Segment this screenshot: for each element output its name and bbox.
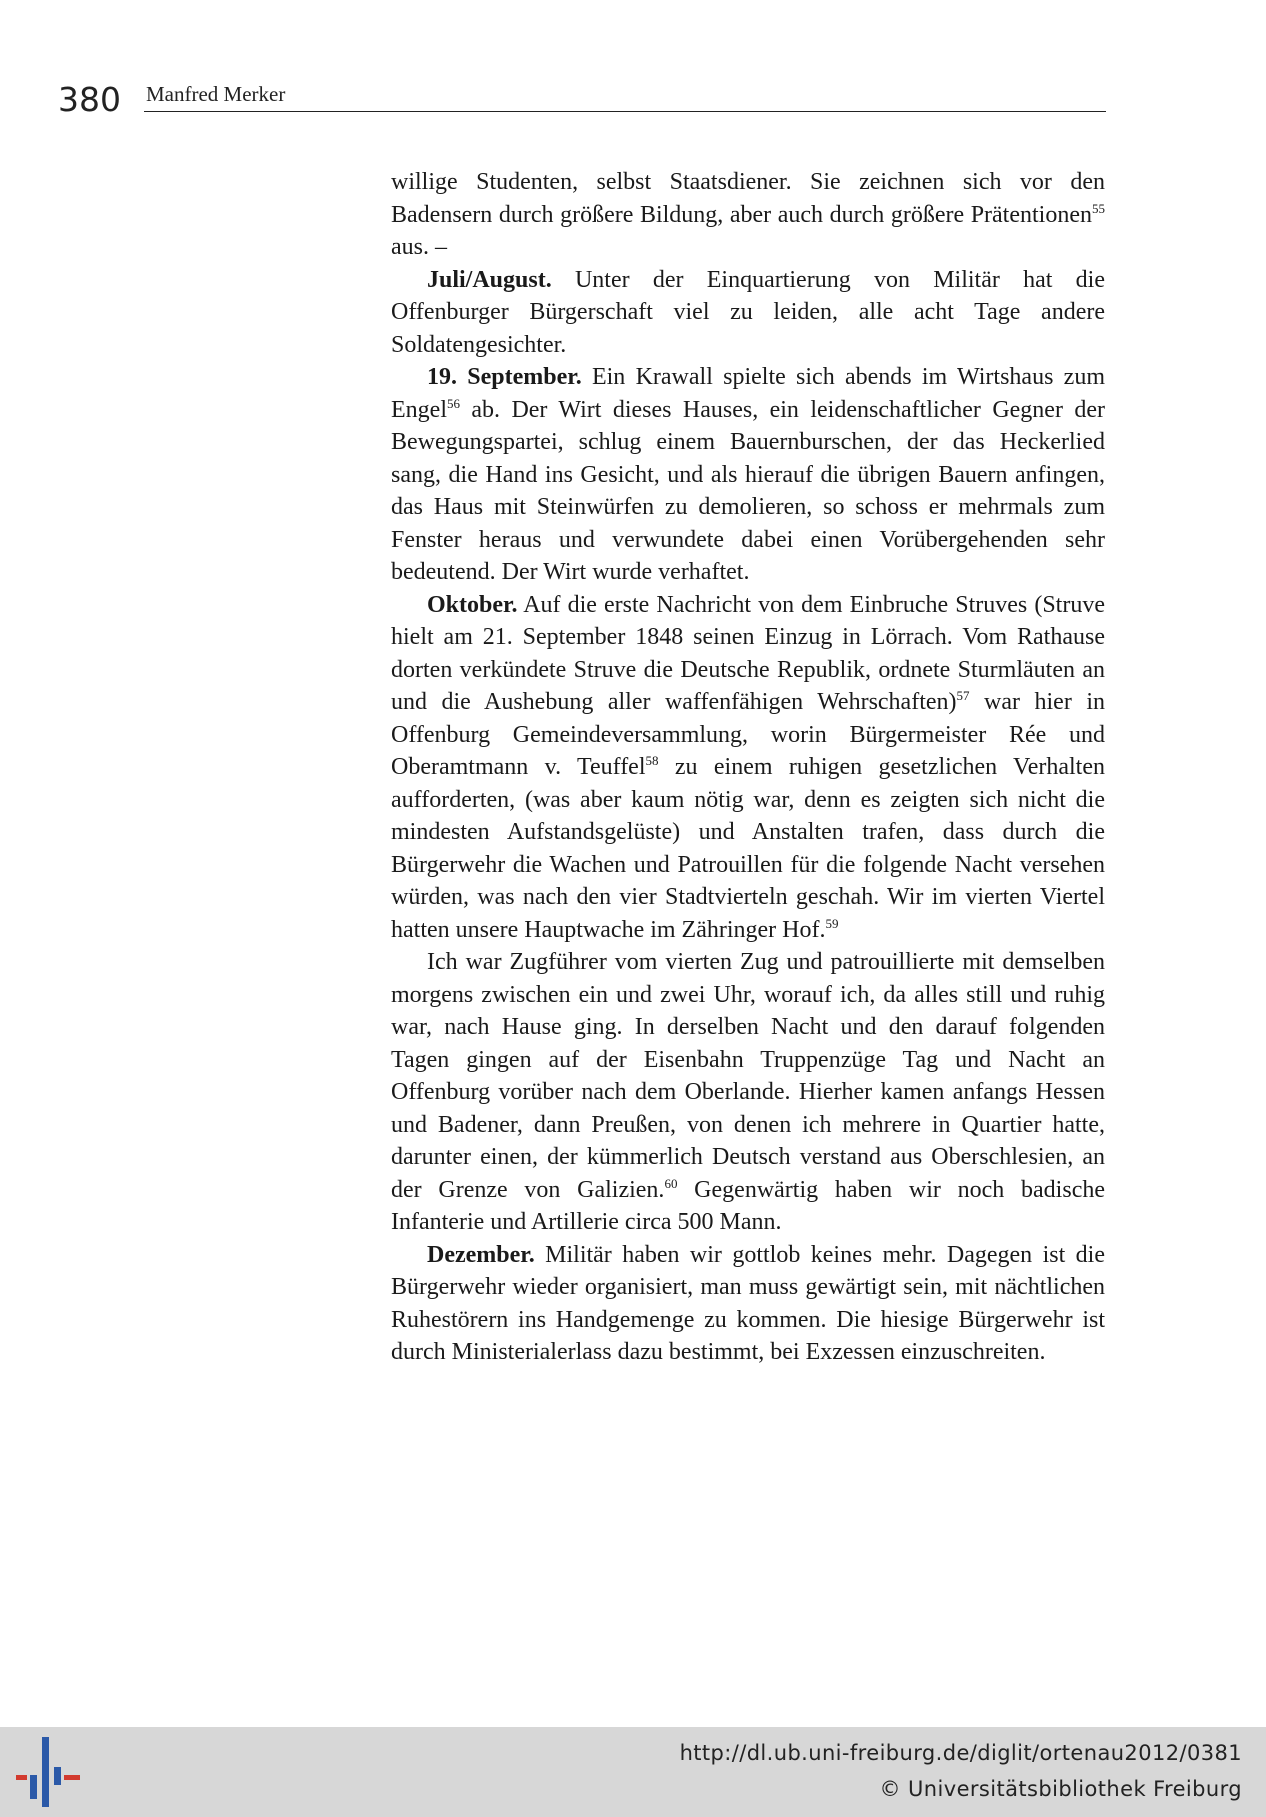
footer-bar	[0, 1727, 1266, 1817]
footnote-marker: 55	[1092, 200, 1105, 216]
footnote-marker: 59	[825, 915, 839, 931]
header-rule	[144, 111, 1106, 112]
paragraph	[391, 361, 1105, 589]
paragraph-text: war hier in Offenburg Gemeindeversammlung, worin Bürgermeister Rée und Oberamtmann v. Teuffel	[391, 689, 1105, 780]
paragraph	[391, 589, 1105, 947]
paragraph-text: Ein Krawall spielte sich abends im Wirtshaus zum Engel	[391, 364, 1105, 423]
copyright-notice: © Universitätsbibliothek Freiburg	[879, 1777, 1242, 1801]
footnote-marker: 58	[645, 753, 659, 768]
paragraph-lead: 19. September.	[427, 364, 582, 390]
footnote-marker: 60	[664, 1175, 678, 1191]
paragraph-text: ab. Der Wirt dieses Hauses, ein leidenschaftlicher Gegner der Bewegungspartei, schlug einem Bauernburschen, der das Heckerlied sang, die Hand ins Gesicht, und als hierauf die übrigen Bauern anfingen, das Haus mit Steinwürfen zu demolieren, so schoss er mehrmals zum Fenster heraus und verwundete dabei einen Vorübergehenden sehr bedeutend. Der Wirt wurde verhaftet.	[391, 396, 1105, 585]
paragraph	[391, 946, 1105, 1239]
running-head	[58, 74, 1104, 119]
paragraph-text: Gegenwärtig haben wir noch badische Infanterie und Artillerie circa 500 Mann.	[391, 1176, 1105, 1235]
footnote-marker: 56	[446, 395, 460, 411]
paragraph-text: Auf die erste Nachricht von dem Einbruche Struves (Struve hielt am 21. September 1848 seinen Einzug in Lörrach. Vom Rathause dorten verkündete Struve die Deutsche Republik, ordnete Sturmläuten an und die Aushebung aller waffenfähigen Wehrschaften)	[391, 591, 1105, 715]
page-number: 380	[58, 80, 121, 119]
running-head-author: Manfred Merker	[146, 82, 286, 106]
paragraph	[391, 264, 1105, 362]
body-text	[391, 166, 1105, 1369]
paragraph-lead: Oktober.	[427, 591, 518, 618]
paragraph-text: willige Studenten, selbst Staatsdiener. Sie zeichnen sich vor den Badensern durch größere Bildung, aber auch durch größere Prätentionen	[391, 169, 1105, 228]
paragraph	[391, 166, 1105, 264]
paragraph-lead: Juli/August.	[427, 266, 552, 293]
ub-freiburg-logo-icon[interactable]	[16, 1737, 80, 1807]
paragraph-text: zu einem ruhigen gesetzlichen Verhalten aufforderten, (was aber kaum nötig war, denn es zeigten sich nicht die mindesten Aufstandsgelüste) und Anstalten trafen, dass durch die Bürgerwehr die Wachen und Patrouillen für die folgende Nacht versehen würden, was nach den vier Stadtvierteln geschah. Wir im vierten Viertel hatten unsere Hauptwache im Zähringer Hof.	[391, 754, 1106, 943]
paragraph	[391, 1239, 1105, 1369]
paragraph-text: Unter der Einquartierung von Militär hat die Offenburger Bürgerschaft viel zu leiden, alle acht Tage andere Soldatengesichter.	[391, 266, 1105, 358]
paragraph-text: aus. –	[391, 234, 447, 260]
paragraph-text: Militär haben wir gottlob keines mehr. Dagegen ist die Bürgerwehr wieder organisiert, man muss gewärtigt sein, mit nächtlichen Ruhestörern ins Handgemenge zu kommen. Die hiesige Bürgerwehr ist durch Ministerialerlass dazu bestimmt, bei Exzessen einzuschreiten.	[391, 1241, 1105, 1365]
permalink-url[interactable]: http://dl.ub.uni-freiburg.de/diglit/ortenau2012/0381	[679, 1741, 1242, 1765]
paragraph-lead: Dezember.	[427, 1241, 535, 1268]
paragraph-text: Ich war Zugführer vom vierten Zug und patrouillierte mit demselben morgens zwischen ein und zwei Uhr, worauf ich, da alles still und ruhig war, nach Hause ging. In derselben Nacht und den darauf folgenden Tagen gingen auf der Eisenbahn Truppenzüge Tag und Nacht an Offenburg vorüber nach dem Oberlande. Hierher kamen anfangs Hessen und Badener, dann Preußen, von denen ich mehrere in Quartier hatte, darunter einen, der kümmerlich Deutsch verstand aus Oberschlesien, an der Grenze von Galizien.	[391, 949, 1105, 1203]
footnote-marker: 57	[956, 688, 970, 703]
